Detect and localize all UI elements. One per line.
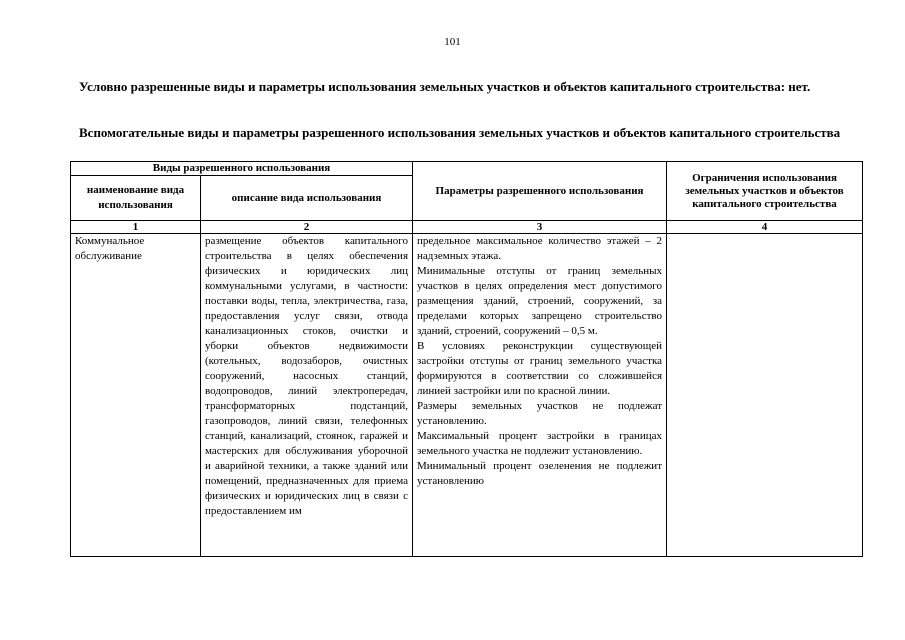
restrictions-cell: [667, 234, 863, 557]
header-restrictions: Ограничения использования земельных участков и объектов капитального строительства: [667, 162, 863, 221]
heading-auxiliary-use: Вспомогательные виды и параметры разрешенного использования земельных участков и объектов капитального строительства: [79, 125, 841, 140]
parameter-paragraph: Минимальные отступы от границ земельных участков в целях определения мест допустимого размещения зданий, строений, сооружений, за пределами которых запрещено строительство зданий, строений, сооружений – 0,5 м.: [417, 265, 663, 337]
header-use-name: наименование вида использования: [71, 176, 201, 221]
column-number: 3: [413, 221, 667, 234]
header-use-description: описание вида использования: [201, 176, 413, 221]
use-description-cell: размещение объектов капитального строительства в целях обеспечения физических и юридических лиц коммунальными услугами, в частности: поставки воды, тепла, электричества, газа, предоставления услуг связи, отвода канализационных стоков, очистки и уборки объектов недвижимости (котельных, водозаборов, очистных сооружений, насосных станций, водопроводов, линий электропередач, трансформаторных подстанций, газопроводов, линий связи, телефонных станций, канализаций, стоянок, гаражей и мастерских для обслуживания уборочной и аварийной техники, а также зданий или помещений, предназначенных для приема физических и юридических лиц в связи с предоставлением им: [201, 234, 413, 557]
parameters-cell: [413, 234, 667, 557]
parameter-paragraph: Максимальный процент застройки в границах земельного участка не подлежит установлению.: [417, 430, 663, 457]
header-use-types: Виды разрешенного использования: [71, 162, 413, 176]
use-name-cell: Коммунальное обслуживание: [71, 234, 201, 557]
table-row: [71, 234, 863, 557]
column-number: 4: [667, 221, 863, 234]
header-parameters: Параметры разрешенного использования: [413, 162, 667, 221]
column-number: 2: [201, 221, 413, 234]
parameter-paragraph: предельное максимальное количество этажей – 2 надземных этажа.: [417, 235, 663, 262]
heading-conditional-use: Условно разрешенные виды и параметры использования земельных участков и объектов капитального строительства: нет.: [79, 79, 811, 94]
page-number: 101: [444, 36, 461, 48]
table-header-row: [71, 162, 863, 176]
parameter-paragraph: Минимальный процент озеленения не подлежит установлению: [417, 460, 663, 487]
regulations-table: [70, 161, 863, 557]
parameter-paragraph: Размеры земельных участков не подлежат установлению.: [417, 400, 663, 427]
table-number-row: [71, 221, 863, 234]
column-number: 1: [71, 221, 201, 234]
parameter-paragraph: В условиях реконструкции существующей застройки отступы от границ земельного участка формируются в соответствии со сложившейся линией застройки или по красной линии.: [417, 340, 663, 397]
